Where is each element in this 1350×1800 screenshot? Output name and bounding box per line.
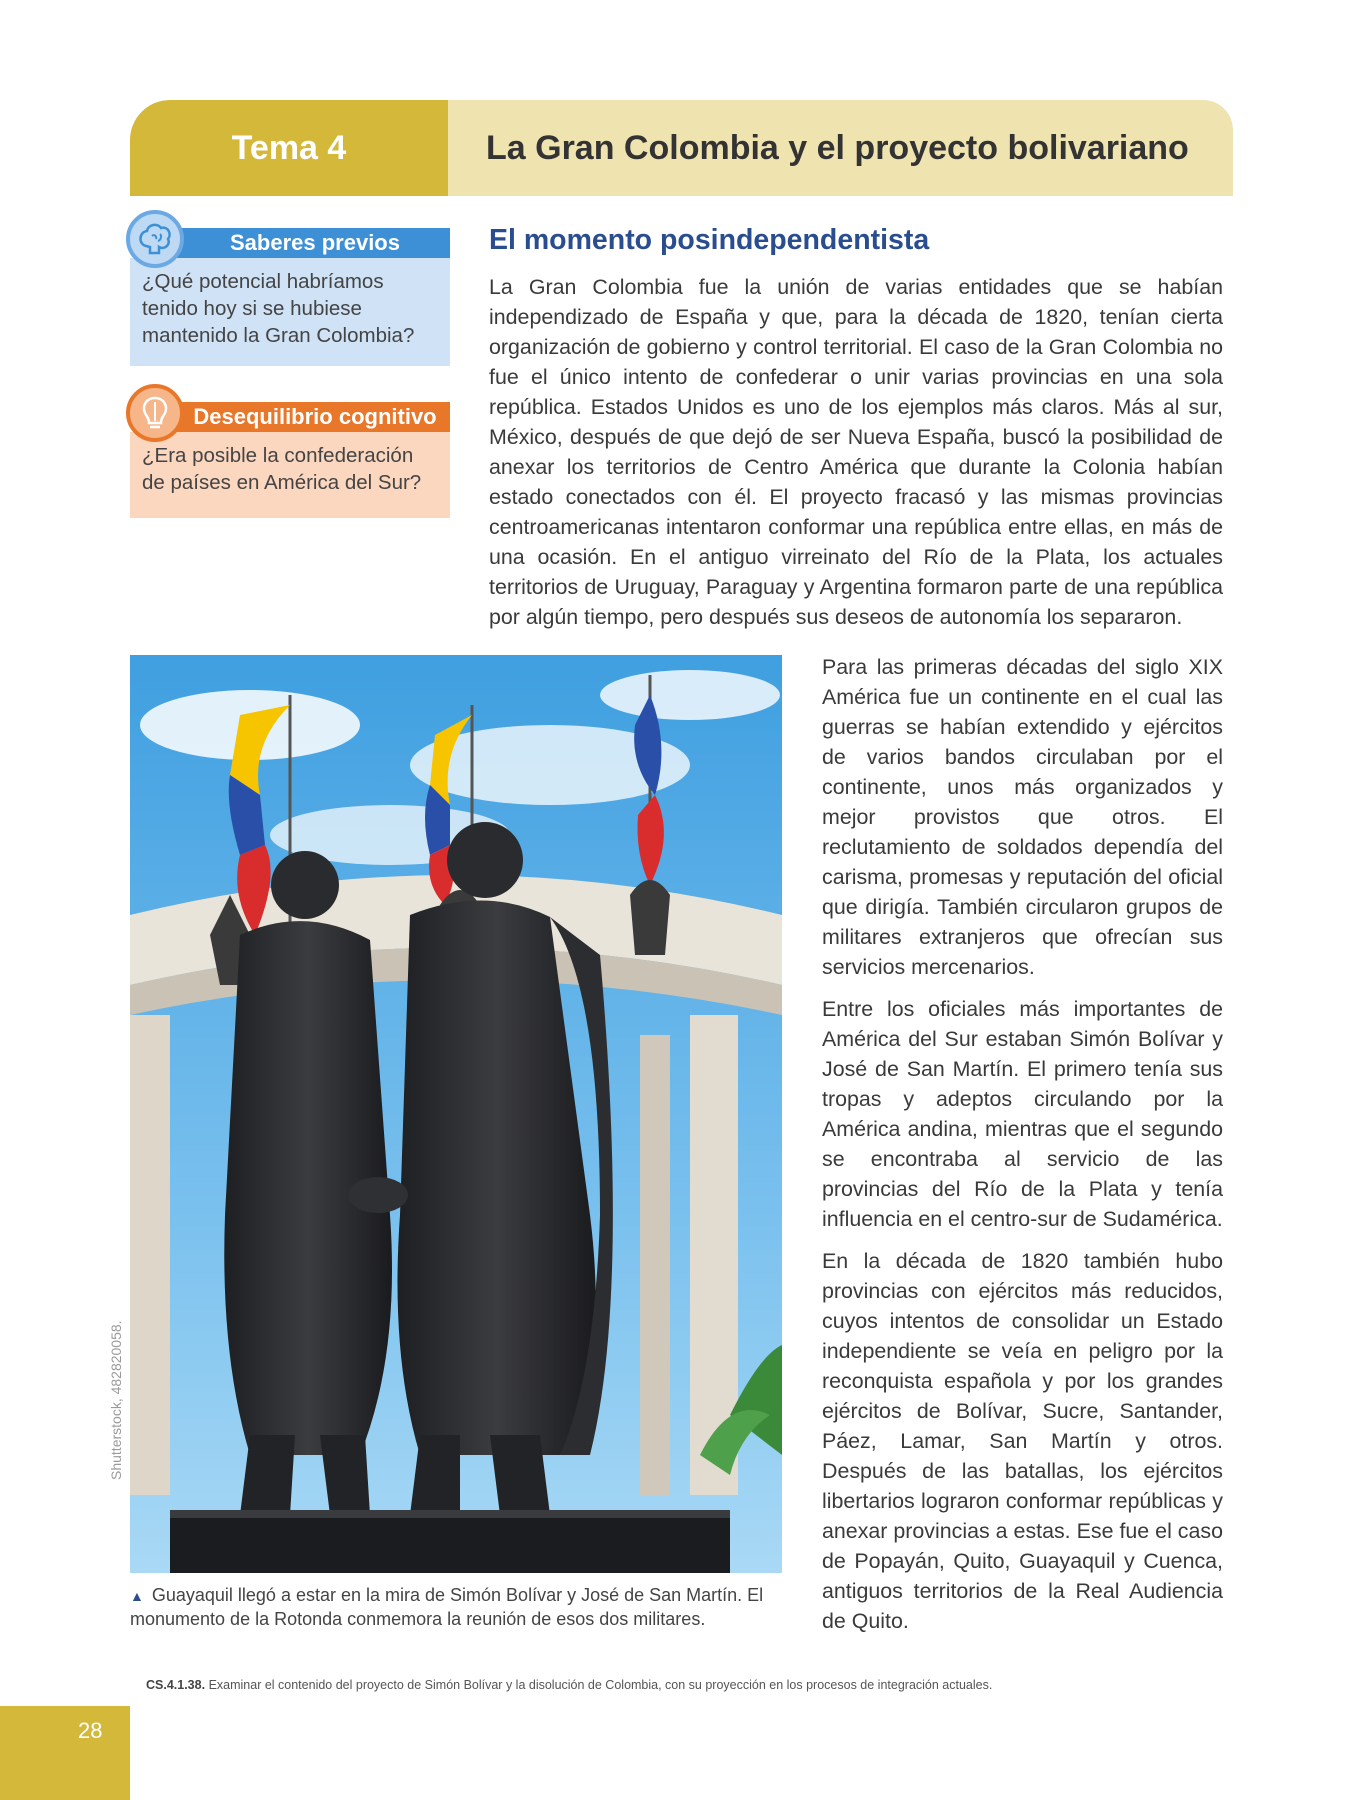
page-number: 28 [78,1718,103,1743]
brain-icon [126,210,184,268]
page-number-bar [0,1706,130,1800]
caption-text: Guayaquil llegó a estar en la mira de Simón Bolívar y José de San Martín. El monumento de la Rotonda conmemora la reunión de esos dos militares. [130,1585,764,1629]
skill-code: CS.4.1.38. [146,1678,206,1692]
photo-credit: Shutterstock, 482820058. [108,1320,124,1480]
topic-label: Tema 4 [130,100,448,196]
saberes-previos-title: Saberes previos [150,228,450,258]
lightbulb-icon [126,384,184,442]
rotonda-monument-photo [130,655,782,1573]
desequilibrio-cognitivo-title: Desequilibrio cognitivo [150,402,450,432]
desequilibrio-cognitivo-box [130,402,450,518]
body-paragraph: En la década de 1820 también hubo provincias con ejércitos más reducidos, cuyos intentos de consolidar un Estado independiente se veía en peligro por la reconquista española y por los grandes ejércitos de Bolívar, Sucre, Santander, Páez, Lamar, San Martín y otros. Después de las batallas, los ejércitos libertarios lograron conformar repúblicas y anexar provincias a estas. Ese fue el caso de Popayán, Quito, Guayaquil y Cuenca, antiguos territorios de la Real Audiencia de Quito. [822,1249,1223,1633]
topic-header [130,100,1233,196]
body-paragraph: Entre los oficiales más importantes de América del Sur estaban Simón Bolívar y José de San Martín. El primero tenía sus tropas y adeptos circulando por la América andina, mientras que el segundo se encontraba al servicio de las provincias del Río de la Plata y tenía influencia en el centro-sur de Sudamérica. [822,997,1223,1231]
triangle-icon: ▲ [130,1588,144,1604]
skill-description: Examinar el contenido del proyecto de Simón Bolívar y la disolución de Colombia, con su proyección en los procesos de integración actuales. [208,1678,993,1692]
desequilibrio-cognitivo-text: ¿Era posible la confederación de países en América del Sur? [130,432,450,518]
body-paragraph: Para las primeras décadas del siglo XIX América fue un continente en el cual las guerras se habían extendido y ejércitos de varios bandos circulaban por el continente, unos más organizados y mejor provistos que otros. El reclutamiento de soldados dependía del carisma, promesas y reputación del oficial que dirigía. También circularon grupos de militares extranjeros que ofrecían sus servicios mercenarios. [822,655,1223,979]
saberes-previos-box [130,228,450,366]
section-title: El momento posindependentista [489,224,930,256]
saberes-previos-text: ¿Qué potencial habríamos tenido hoy si se hubiese mantenido la Gran Colombia? [130,258,450,366]
intro-paragraph: La Gran Colombia fue la unión de varias entidades que se habían independizado de España y que, para la década de 1820, tenían cierta organización de gobierno y control territorial. El caso de la Gran Colombia no fue el único intento de confederar o unir varias provincias en una sola república. Estados Unidos es uno de los ejemplos más claros. Más al sur, México, después de que dejó de ser Nueva España, buscó la posibilidad de anexar los territorios de Centro América que durante la Colonia habían estado conectados con él. El proyecto fracasó y las mismas provincias centroamericanas intentaron conformar una república entre ellas, en más de una ocasión. En el antiguo virreinato del Río de la Plata, los actuales territorios de Uruguay, Paraguay y Argentina formaron parte de una república por algún tiempo, pero después sus deseos de autonomía los separaron. [489,275,1223,629]
photo-caption [130,1584,780,1631]
right-column-text [822,652,1223,1648]
topic-title: La Gran Colombia y el proyecto bolivariano [448,100,1233,196]
curriculum-footnote [146,1678,992,1692]
